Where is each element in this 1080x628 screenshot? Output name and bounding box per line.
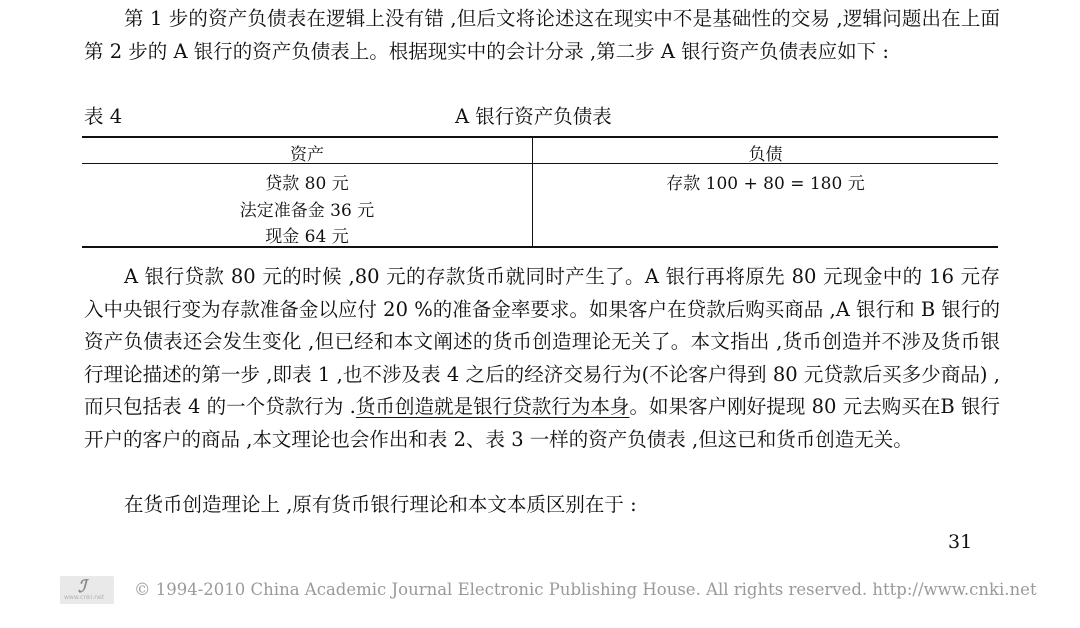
copyright-notice: © 1994-2010 China Academic Journal Electronic Publishing House. All rights reserved. http://www.cnki.net xyxy=(134,580,1037,599)
table-title: A 银行资产负债表 xyxy=(455,105,612,128)
asset-row: 法定准备金 36 元 xyxy=(239,200,375,221)
paragraph-explanation xyxy=(84,261,1000,456)
logo-text: www.cnki.net xyxy=(64,594,105,601)
underlined-thesis: 货币创造就是银行贷款行为本身 xyxy=(355,395,630,418)
table-top-rule xyxy=(82,136,998,138)
liability-row: 存款 100 + 80 = 180 元 xyxy=(666,174,865,194)
asset-row: 贷款 80 元 xyxy=(265,174,349,194)
cnki-logo-icon: ℐ xyxy=(78,577,86,597)
paragraph-text: 。如果客户刚好提现 80 元去购买在B 银行开户的客户的商品 ,本文理论也会作出和表 2、表 3 一样的资产负债表 ,但这已和货币创造无关。 xyxy=(84,395,1000,451)
asset-row: 现金 64 元 xyxy=(265,227,349,247)
table-caption xyxy=(84,101,1000,131)
header-assets: 资产 xyxy=(290,145,324,165)
cnki-logo xyxy=(60,576,114,604)
assets-cell xyxy=(82,171,532,251)
liabilities-cell xyxy=(533,171,998,198)
footer xyxy=(60,576,1037,606)
paragraph-text: A 银行贷款 80 元的时候 ,80 元的存款货币就同时产生了。A 银行再将原先 80 元现金中的 16 元存入中央银行变为存款准备金以应付 20 %的准备金率要求。如果客户在贷款后购买商品 ,A 银行和 B 银行的资产负债表还会发生变化 ,但已经和本文阐述的货币创造理论无关了。本文指出 ,货币创造并不涉及货币银行理论描述的第一步 ,即表 1 ,也不涉及表 4 之后的经济交易行为(不论客户得到 80 元贷款后买多少商品) ,而只包括表 4 的一个贷款行为 . xyxy=(84,265,1000,418)
header-liabilities: 负债 xyxy=(748,145,783,165)
balance-sheet-table xyxy=(82,136,998,247)
paragraph-conclusion-lead: 在货币创造理论上 ,原有货币银行理论和本文本质区别在于 : xyxy=(124,493,637,516)
page-number: 31 xyxy=(948,531,973,553)
paragraph-intro: 第 1 步的资产负债表在逻辑上没有错 ,但后文将论述这在现实中不是基础性的交易 ,逻辑问题出在上面第 2 步的 A 银行的资产负债表上。根据现实中的会计分录 ,第二步 A 银行资产负债表应如下 : xyxy=(84,7,1000,63)
table-label: 表 4 xyxy=(84,105,123,128)
